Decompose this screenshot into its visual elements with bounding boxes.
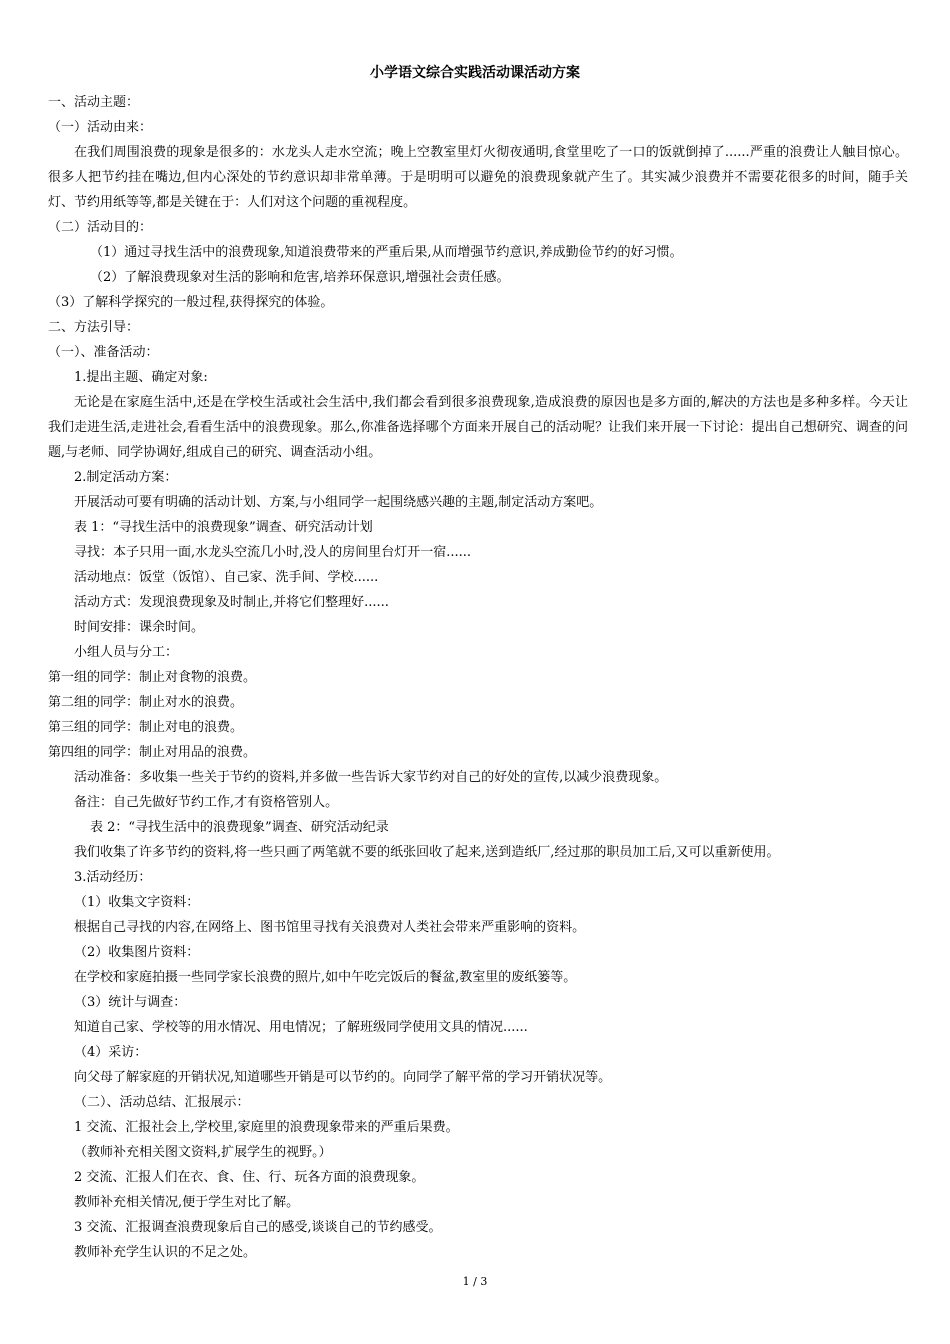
text-line: （3）统计与调查： xyxy=(74,995,187,1010)
text-line: 活动地点：饭堂（饭馆）、自己家、洗手间、学校...... xyxy=(74,570,379,585)
text-line: 我们收集了许多节约的资料,将一些只画了两笔就不要的纸张回收了起来,送到造纸厂,经过那的职员加工后,又可以重新使用。 xyxy=(74,845,780,860)
text-line: （一）、准备活动： xyxy=(48,345,159,360)
text-line: （2）了解浪费现象对生活的影响和危害,培养环保意识,增强社会责任感。 xyxy=(90,270,510,285)
text-line: 活动准备：多收集一些关于节约的资料,并多做一些告诉大家节约对自己的好处的宣传,以减少浪费现象。 xyxy=(74,770,668,785)
text-line: 教师补充相关情况,便于学生对比了解。 xyxy=(74,1195,300,1210)
text-line: 根据自己寻找的内容,在网络上、图书馆里寻找有关浪费对人类社会带来严重影响的资料。 xyxy=(74,920,586,935)
text-line: 2.制定活动方案： xyxy=(74,470,178,485)
text-line: （4）采访： xyxy=(74,1045,148,1060)
text-line: （二）、活动总结、汇报展示： xyxy=(74,1095,250,1110)
body-paragraph: 无论是在家庭生活中,还是在学校生活或社会生活中,我们都会看到很多浪费现象,造成浪费的原因也是多方面的,解决的方法也是多种多样。今天让我们走进生活,走进社会,看看生活中的浪费现象。那么,你准备选择哪个方面来开展自己的活动呢？让我们来开展一下讨论：提出自己想研究、调查的问题,与老师、同学协调好,组成自己的研究、调查活动小组。 xyxy=(48,395,908,460)
text-line: 1.提出主题、确定对象: xyxy=(74,370,208,385)
text-line: 二、方法引导： xyxy=(48,320,140,335)
document-title: 小学语文综合实践活动课活动方案 xyxy=(370,65,580,81)
text-line: 表 1：“寻找生活中的浪费现象”调查、研究活动计划 xyxy=(74,520,373,535)
text-line: 向父母了解家庭的开销状况,知道哪些开销是可以节约的。向同学了解平常的学习开销状况等。 xyxy=(74,1070,612,1085)
document-body xyxy=(48,90,908,1265)
text-line: 活动方式：发现浪费现象及时制止,并将它们整理好...... xyxy=(74,595,389,610)
text-line: （1）通过寻找生活中的浪费现象,知道浪费带来的严重后果,从而增强节约意识,养成勤俭节约的好习惯。 xyxy=(90,245,683,260)
text-line: 3.活动经历： xyxy=(74,870,152,885)
text-line: 小组人员与分工： xyxy=(74,645,179,660)
text-line: （二）活动目的： xyxy=(48,220,153,235)
page-number: 1 / 3 xyxy=(462,1275,488,1288)
text-line: 在学校和家庭拍摄一些同学家长浪费的照片,如中午吃完饭后的餐盆,教室里的废纸篓等。 xyxy=(74,970,577,985)
text-line: （教师补充相关图文资料,扩展学生的视野。） xyxy=(74,1145,332,1160)
text-line: 表 2：“寻找生活中的浪费现象”调查、研究活动纪录 xyxy=(90,820,389,835)
text-line: 第二组的同学：制止对水的浪费。 xyxy=(48,695,244,710)
text-line: （3）了解科学探究的一般过程,获得探究的体验。 xyxy=(48,295,334,310)
text-line: 教师补充学生认识的不足之处。 xyxy=(74,1245,257,1260)
text-line: 时间安排：课余时间。 xyxy=(74,620,205,635)
text-line: 知道自己家、学校等的用水情况、用电情况；了解班级同学使用文具的情况...... xyxy=(74,1020,528,1035)
text-line: 1 交流、汇报社会上,学校里,家庭里的浪费现象带来的严重后果费。 xyxy=(74,1120,459,1135)
text-line: （一）活动由来： xyxy=(48,120,153,135)
text-line: 第三组的同学：制止对电的浪费。 xyxy=(48,720,244,735)
text-line: 开展活动可要有明确的活动计划、方案,与小组同学一起围绕感兴趣的主题,制定活动方案吧。 xyxy=(74,495,603,510)
text-line: 第四组的同学：制止对用品的浪费。 xyxy=(48,745,257,760)
text-line: （2）收集图片资料： xyxy=(74,945,200,960)
text-line: 第一组的同学：制止对食物的浪费。 xyxy=(48,670,257,685)
text-line: 一、活动主题： xyxy=(48,95,140,110)
text-line: 2 交流、汇报人们在衣、食、住、行、玩各方面的浪费现象。 xyxy=(74,1170,425,1185)
body-paragraph: 在我们周围浪费的现象是很多的：水龙头人走水空流；晚上空教室里灯火彻夜通明,食堂里吃了一口的饭就倒掉了......严重的浪费让人触目惊心。很多人把节约挂在嘴边,但内心深处的节约意识却非常单薄。于是明明可以避免的浪费现象就产生了。其实减少浪费并不需要花很多的时间，随手关灯、节约用纸等等,都是关键在于：人们对这个问题的重视程度。 xyxy=(48,145,908,210)
text-line: 寻找：本子只用一面,水龙头空流几小时,没人的房间里台灯开一宿...... xyxy=(74,545,472,560)
text-line: （1）收集文字资料： xyxy=(74,895,200,910)
text-line: 3 交流、汇报调查浪费现象后自己的感受,谈谈自己的节约感受。 xyxy=(74,1220,442,1235)
text-line: 备注：自己先做好节约工作,才有资格管别人。 xyxy=(74,795,339,810)
